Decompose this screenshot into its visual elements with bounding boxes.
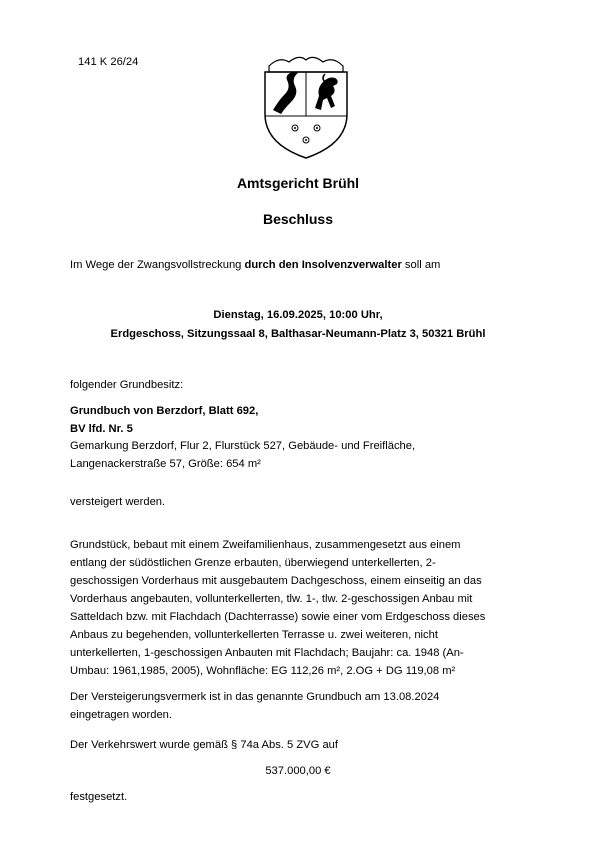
intro-sentence [70, 258, 440, 273]
registration-note [70, 688, 540, 724]
case-number: 141 K 26/24 [78, 56, 139, 68]
appointment-location: Erdgeschoss, Sitzungssaal 8, Balthasar-Neumann-Platz 3, 50321 Brühl [110, 328, 486, 340]
description-line: Grundstück, bebaut mit einem Zweifamilienhaus, zusammengesetzt aus einem [70, 539, 461, 551]
land-register: Grundbuch von Berzdorf, Blatt 692, [70, 405, 259, 417]
intro-bold-text: durch den Insolvenzverwalter [244, 259, 402, 271]
intro-text: Im Wege der Zwangsvollstreckung [70, 259, 245, 271]
property-detail-1: Gemarkung Berzdorf, Flur 2, Flurstück 527, Gebäude- und Freifläche, [70, 440, 416, 452]
closing-text: festgesetzt. [70, 791, 128, 803]
description-line: geschossigen Vorderhaus mit ausgebautem Dachgeschoss, einem einseitig an das [70, 575, 482, 587]
description-line: entlang der südöstlichen Grenze erbauten, überwiegend unterkellerten, 2- [70, 557, 436, 569]
bv-number: BV lfd. Nr. 5 [70, 423, 133, 435]
registration-line: Der Versteigerungsvermerk ist in das genannte Grundbuch am 13.08.2024 [70, 691, 440, 703]
market-value-intro: Der Verkehrswert wurde gemäß § 74a Abs. 5 ZVG auf [70, 739, 339, 751]
document-type-title: Beschluss [262, 211, 334, 227]
property-intro: folgender Grundbesitz: [70, 379, 184, 391]
property-description [70, 536, 540, 680]
description-line: Vorderhaus angebauten, vollunterkellerten, tlw. 1-, tlw. 2-geschossigen Anbau mit [70, 593, 473, 605]
market-value-amount: 537.000,00 € [265, 765, 331, 777]
intro-text-end: soll am [401, 259, 441, 271]
description-line: Satteldach bzw. mit Flachdach (Dachterrasse) sowie einer vom Erdgeschoss dieses [70, 611, 486, 623]
court-name: Amtsgericht Brühl [236, 175, 360, 191]
auction-phrase: versteigert werden. [70, 496, 166, 508]
description-line: Anbaus zu begehenden, vollunterkellerten Terrasse u. zwei weiteren, nicht [70, 629, 438, 641]
coat-of-arms-icon [259, 52, 353, 160]
appointment-date: Dienstag, 16.09.2025, 10:00 Uhr, [213, 309, 383, 321]
registration-line: eingetragen worden. [70, 709, 173, 721]
description-line: unterkellerten, 1-geschossigen Anbauten mit Flachdach; Baujahr: ca. 1948 (An- [70, 647, 464, 659]
property-detail-2: Langenackerstraße 57, Größe: 654 m² [70, 458, 261, 470]
description-line: Umbau: 1961,1985, 2005), Wohnfläche: EG 112,26 m², 2.OG + DG 119,08 m² [70, 665, 456, 677]
